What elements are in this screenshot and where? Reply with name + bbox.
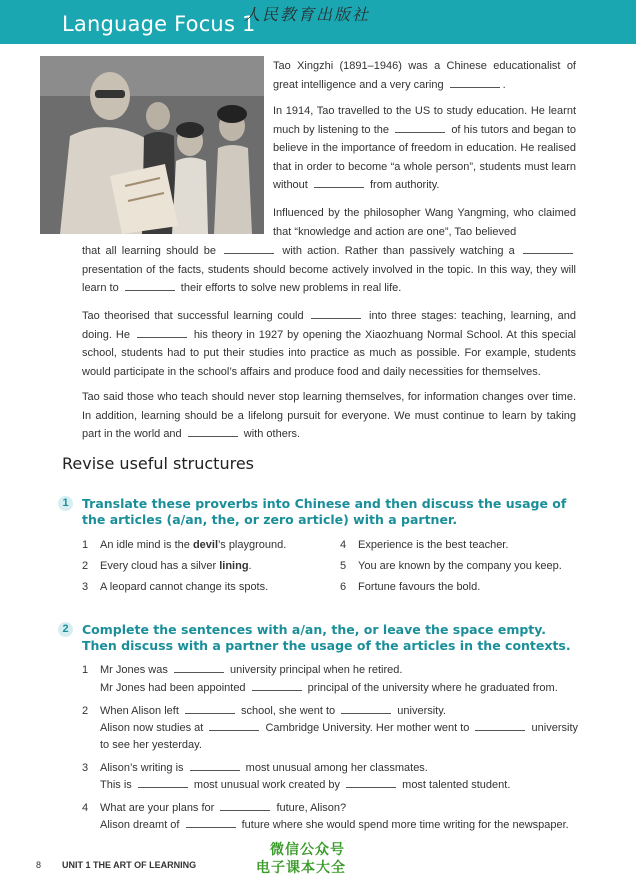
passage-paragraph-1: Tao Xingzhi (1891–1946) was a Chinese educationalist of great intelligence and a very caring . <box>273 60 576 91</box>
answer-blank[interactable] <box>450 78 500 88</box>
task-2-title: Complete the sentences with a/an, the, or leave the space empty. Then discuss with a partner the usage of the articles in the contexts. <box>82 622 571 653</box>
answer-blank[interactable] <box>395 123 445 133</box>
passage-paragraph-4: Tao theorised that successful learning could into three stages: teaching, learning, and doing. He his theory in 1927 by opening the Xiaozhuang Normal School. At this special school, students had to put their studies into practice as much as possible. For example, students would participate in the school’s affairs and produce food and daily necessities for themselves. <box>82 310 577 378</box>
answer-blank[interactable] <box>188 427 238 437</box>
answer-blank[interactable] <box>186 818 236 828</box>
task-1-title: Translate these proverbs into Chinese and then discuss the usage of the articles (a/an, the, or zero article) with a partner. <box>82 496 567 527</box>
page-title: Language Focus 1 <box>62 12 256 36</box>
exercise-number: 2 <box>82 705 89 717</box>
answer-blank[interactable] <box>475 721 525 731</box>
task-2-number: 2 <box>58 622 73 637</box>
passage-paragraph-3-start: Influenced by the philosopher Wang Yangming, who claimed that “knowledge and action are one”, Tao believed <box>273 207 576 238</box>
page-number: 8 <box>36 860 42 870</box>
answer-blank[interactable] <box>209 721 259 731</box>
tao-photo <box>40 56 264 234</box>
watermark-line-1: 微信公众号 <box>270 842 345 858</box>
exercise-line: Mr Jones was university principal when he retired. <box>100 664 403 676</box>
exercise-line: This is most unusual work created by most talented student. <box>100 779 511 791</box>
exercise-line: Alison dreamt of future where she would spend more time writing for the newspaper. <box>100 819 569 831</box>
exercise-line: Mr Jones had been appointed principal of the university where he graduated from. <box>100 682 558 694</box>
answer-blank[interactable] <box>341 704 391 714</box>
exercise-number: 1 <box>82 664 89 676</box>
answer-blank[interactable] <box>314 178 364 188</box>
answer-blank[interactable] <box>346 778 396 788</box>
task-1-number: 1 <box>58 496 73 511</box>
exercise-line: When Alison left school, she went to university. <box>100 705 446 717</box>
answer-blank[interactable] <box>174 663 224 673</box>
unit-label: UNIT 1 THE ART OF LEARNING <box>62 860 197 870</box>
exercise-number: 3 <box>82 762 89 774</box>
watermark-line-2: 电子课本大全 <box>256 860 346 876</box>
section-title: Revise useful structures <box>62 454 254 473</box>
answer-blank[interactable] <box>220 801 270 811</box>
answer-blank[interactable] <box>138 778 188 788</box>
exercise-line: Alison now studies at Cambridge University. Her mother went to university <box>100 722 579 734</box>
answer-blank[interactable] <box>311 309 361 319</box>
answer-blank[interactable] <box>125 281 175 291</box>
passage-paragraph-3-cont: that all learning should be with action. Rather than passively watching a presentation of the facts, students should become actively involved in the topic. In this way, they will learn to their efforts to solve new problems in real life. <box>82 245 576 295</box>
exercise-line: Alison’s writing is most unusual among her classmates. <box>100 762 428 774</box>
header-bar <box>0 0 636 44</box>
exercise-number: 4 <box>82 802 89 814</box>
answer-blank[interactable] <box>190 761 240 771</box>
passage-paragraph-2: In 1914, Tao travelled to the US to study education. He learnt much by listening to the of his tutors and began to believe in the importance of freedom in education. He realised that in order to become “a whole person”, students must learn without from authority. <box>273 105 576 192</box>
answer-blank[interactable] <box>252 681 302 691</box>
answer-blank[interactable] <box>523 244 573 254</box>
photo-illustration <box>40 56 264 234</box>
exercise-line: What are your plans for future, Alison? <box>100 802 347 814</box>
answer-blank[interactable] <box>185 704 235 714</box>
exercise-line: to see her yesterday. <box>100 739 202 751</box>
passage-paragraph-5: Tao said those who teach should never stop learning themselves, for information changes over time. In addition, learning should be a lifelong pursuit for everyone. We must continue to learn by taking part in the world and with others. <box>82 391 576 441</box>
answer-blank[interactable] <box>224 244 274 254</box>
publisher-stamp: 人民教育出版社 <box>244 5 371 24</box>
answer-blank[interactable] <box>137 328 187 338</box>
